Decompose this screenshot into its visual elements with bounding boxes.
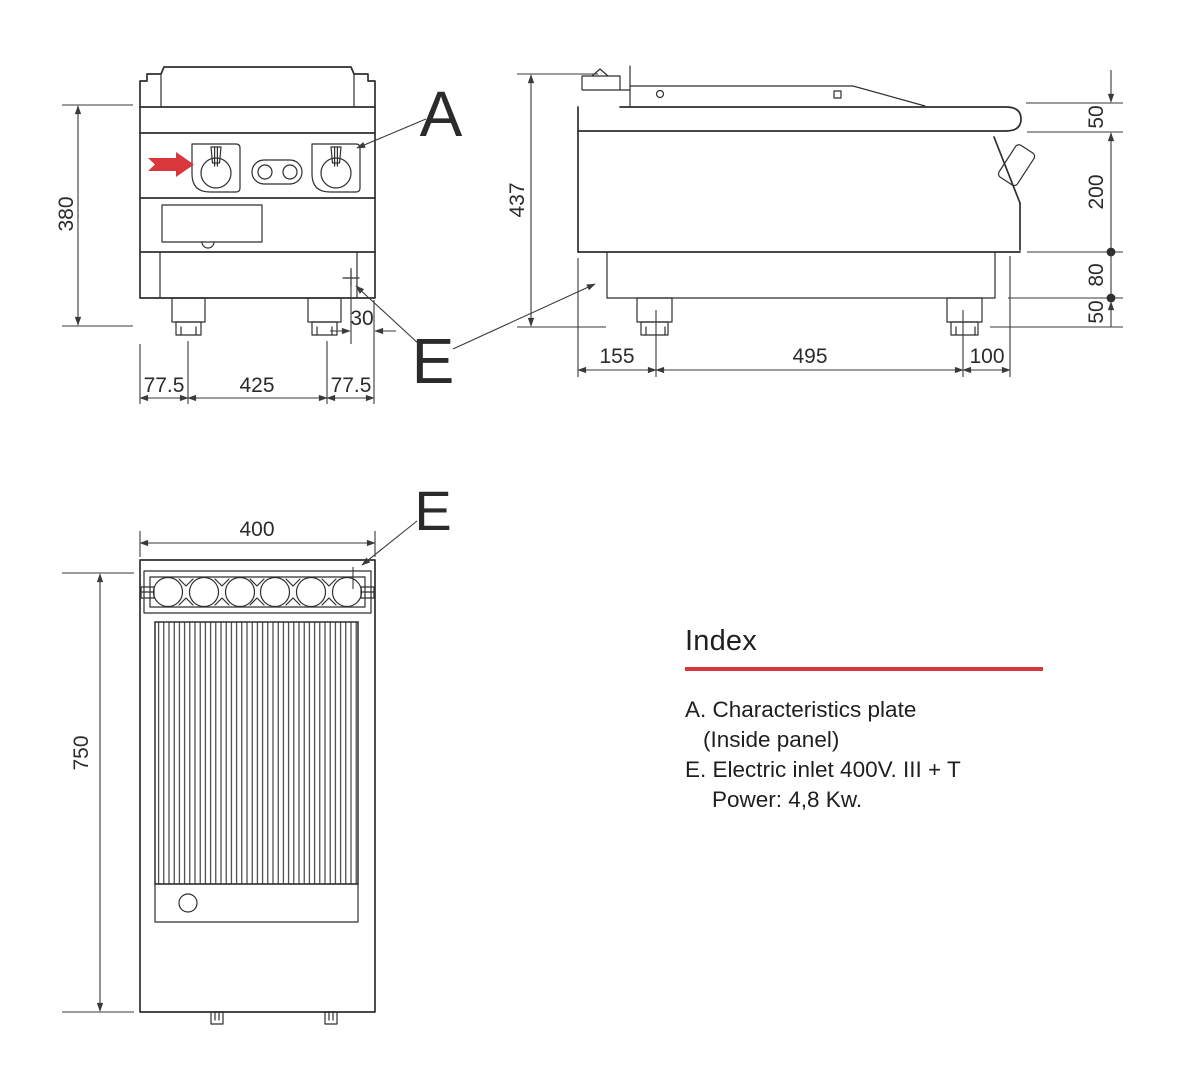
side-rear-deck [630,86,925,106]
side-height-dimension [506,74,606,327]
top-view-drawing [62,479,452,1024]
red-arrow-icon [148,152,194,177]
index-entry-e-power: Power: 4,8 Kw. [712,786,863,812]
index-entry-a-note: (Inside panel) [703,726,840,752]
dim-label-750: 750 [70,735,93,771]
top-rear-tabs [211,1012,337,1024]
index-panel [685,624,1047,815]
inlet-offset-dimension [330,268,396,344]
dim-label-50-bottom: 50 [1085,300,1108,324]
side-griddle-plate [578,107,1021,131]
indicator-lights [252,160,302,184]
top-element-strip [141,571,374,613]
callout-a-label: A [419,78,463,150]
index-red-divider [685,667,1043,671]
front-view-drawing [55,67,595,404]
right-control-knob [321,147,351,188]
dim-label-100: 100 [969,345,1005,368]
side-base [607,252,995,298]
left-knob-panel [192,144,240,192]
index-entry-e: E. Electric inlet 400V. III + T [685,756,961,782]
dim-label-77-5-left: 77.5 [143,374,185,397]
index-entries [685,695,1047,815]
dim-label-200: 200 [1085,174,1108,210]
front-feet [172,298,341,335]
side-knob [997,143,1036,187]
front-drawer [162,205,262,248]
top-front-panel [155,884,358,922]
index-entry-a: A. Characteristics plate [685,696,917,722]
side-depth-dimensions [578,256,1010,377]
dim-label-380: 380 [55,196,78,232]
callout-e-label: E [411,325,455,397]
top-grill-ribs [155,622,358,884]
top-depth-dimension [62,573,134,1012]
dim-label-80: 80 [1085,263,1108,287]
dim-label-425: 425 [239,374,275,397]
callout-e-top-label: E [414,479,452,542]
dim-label-400: 400 [239,518,275,541]
right-knob-panel [312,144,360,192]
side-feet [637,298,982,335]
front-backsplash [140,67,375,107]
dim-label-495: 495 [792,345,828,368]
front-body [140,107,375,298]
dim-label-50-top: 50 [1085,105,1108,129]
front-height-dimension [55,105,133,326]
top-width-dimension [140,518,375,557]
left-control-knob [201,147,231,188]
side-view-drawing [506,66,1123,377]
index-title: Index [685,625,757,657]
front-width-dimensions [140,300,374,404]
callout-e-arrow-side [453,284,595,349]
dim-label-155: 155 [599,345,635,368]
side-backsplash-cap [582,76,620,90]
dim-label-437: 437 [506,182,529,218]
dim-label-77-5-right: 77.5 [330,374,372,397]
dim-label-30: 30 [350,307,374,330]
